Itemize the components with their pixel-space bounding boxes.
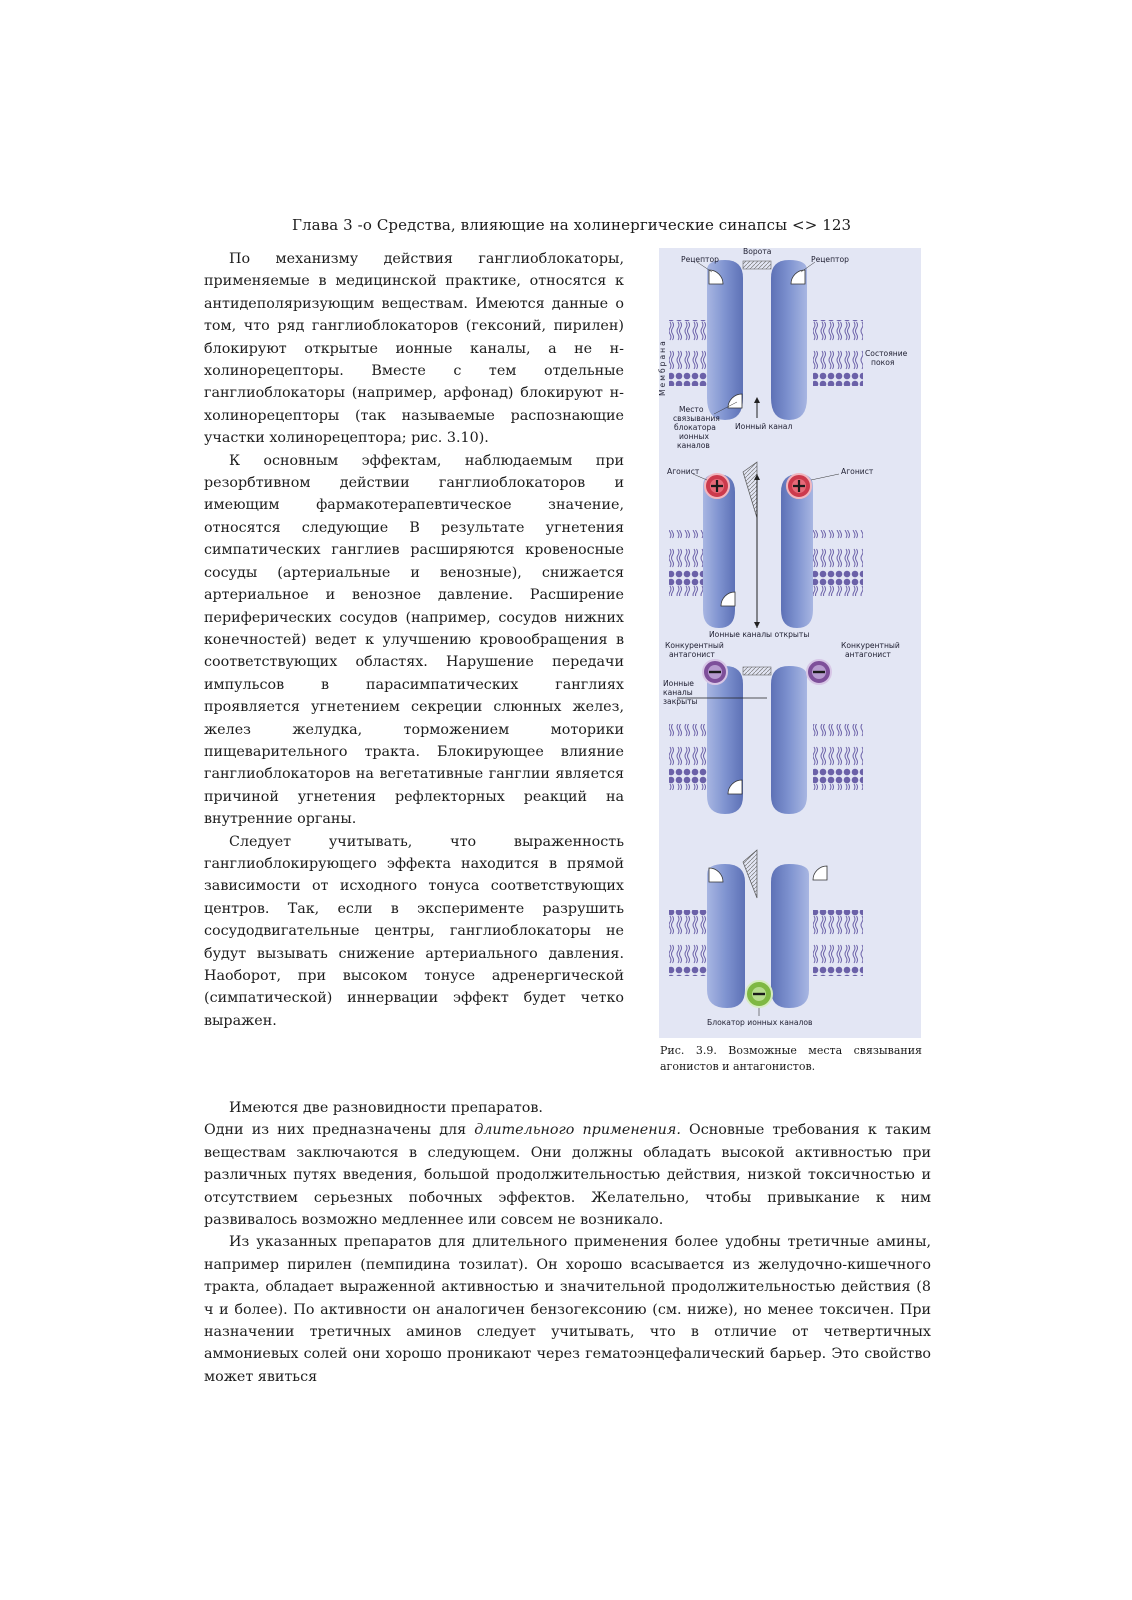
label-closed-1: Ионные <box>663 679 694 688</box>
label-site-5: каналов <box>677 441 710 450</box>
gate-open <box>743 850 757 898</box>
main-text-column <box>204 248 624 1032</box>
membrane-right <box>813 320 863 386</box>
emphasis: длительного применения. <box>474 1122 681 1139</box>
label-rest-2: покоя <box>871 358 895 367</box>
paragraph-intro: Имеются две разновидности препаратов. <box>229 1100 543 1116</box>
antagonist-right-icon <box>807 660 831 684</box>
label-membrane: Мембрана <box>658 339 667 396</box>
membrane-right <box>813 530 863 596</box>
label-blocker: Блокатор ионных каналов <box>707 1018 813 1027</box>
label-agonist-left: Агонист <box>667 467 700 476</box>
paragraph: По механизму действия ганглиоблокаторы, применяемые в медицинской практике, относятся к антидеполяризующим веществам. Имеются данные о том, что ряд ганглиоблокаторов (гексоний, пирилен) блокируют открытые ионные каналы, а не н-холинорецепторы. Вместе с тем отдельные ганглиоблокаторы (например, арфонад) блокируют н-холинорецепторы (так называемые распознающие участки холинорецептора; рис. 3.10). <box>204 251 624 447</box>
label-ion-channel: Ионный канал <box>735 422 793 431</box>
membrane-right <box>813 724 863 790</box>
label-antagonist-left-2: антагонист <box>669 650 715 659</box>
agonist-left-icon <box>705 474 729 498</box>
label-antagonist-left-1: Конкурентный <box>665 641 724 650</box>
text-run: Одни из них предназначены для <box>204 1122 475 1139</box>
gate <box>743 261 771 269</box>
label-site-3: блокатора <box>674 423 716 432</box>
label-closed-3: закрыты <box>663 697 698 706</box>
antagonist-left-icon <box>703 660 727 684</box>
label-agonist-right: Агонист <box>841 467 874 476</box>
label-gate: Ворота <box>743 247 772 256</box>
gate-closed <box>743 667 771 675</box>
gate-open <box>743 462 757 518</box>
label-site-1: Место <box>679 405 704 414</box>
panel-competitive-antagonist <box>663 641 900 814</box>
figure-caption: Рис. 3.9. Возможные места связывания агонистов и антагонистов. <box>660 1044 922 1073</box>
receptor-site-right <box>813 866 827 880</box>
paragraph <box>204 1119 931 1231</box>
figure-3-9 <box>659 248 921 1038</box>
paragraph: Следует учитывать, что выраженность ганглиоблокирующего эффекта находится в прямой зависимости от исходного тонуса соответствующих центров. Так, если в эксперименте разрушить сосудодвигательные центры, ганглиоблокаторы не будут вызывать снижение артериального давления. Наоборот, при высоком тонусе адренергической (симпатической) иннервации эффект будет четко выражен. <box>204 833 624 1029</box>
paragraph: Из указанных препаратов для длительного применения более удобны третичные амины, например пирилен (пемпидина тозилат). Он хорошо всасывается из желудочно-кишечного тракта, обладает выраженной активностью и значительной продолжительностью действия (8 ч и более). По активности он аналогичен бензогексонию (см. ниже), но менее токсичен. При назначении третичных аминов следует учитывать, что в отличие от четвертичных аммониевых солей они хорошо проникают через гематоэнцефалический барьер. Это свойство может явиться <box>204 1234 931 1385</box>
label-antagonist-right-2: антагонист <box>845 650 891 659</box>
label-closed-2: каналы <box>663 688 693 697</box>
label-receptor-right: Рецептор <box>811 255 849 264</box>
panel-rest-state <box>658 247 908 450</box>
label-site-2: связывания <box>673 414 720 423</box>
label-site-4: ионных <box>679 432 710 441</box>
agonist-right-icon <box>787 474 811 498</box>
panel-channel-blocker <box>669 850 863 1027</box>
blocker-icon <box>746 981 772 1007</box>
full-width-text <box>204 1097 931 1388</box>
membrane-right <box>813 910 863 976</box>
text-run: Основные требования к таким веществам заключаются в следующем. Они должны обладать высокой активностью при различных путях введения, большой продолжительностью действия, низкой токсичностью и отсутствием серьезных побочных эффектов. Желательно, чтобы привыкание к ним развивалось возможно медленнее или совсем не возникало. <box>204 1122 931 1229</box>
label-rest-1: Состояние <box>865 349 908 358</box>
label-channels-open: Ионные каналы открыты <box>709 630 810 639</box>
label-antagonist-right-1: Конкурентный <box>841 641 900 650</box>
channel-subunit-right <box>771 864 809 1008</box>
panel-channels-open <box>667 462 874 639</box>
label-receptor-left: Рецептор <box>681 255 719 264</box>
channel-subunit-left <box>707 864 745 1008</box>
paragraph: К основным эффектам, наблюдаемым при резорбтивном действии ганглиоблокаторов и имеющим фармакотерапевтическое значение, относятся следующие В результате угнетения симпатических ганглиев расширяются кровеносные сосуды (артериальные и венозные), снижается артериальное и венозное давление. Расширение периферических сосудов (например, сосудов нижних конечностей) ведет к улучшению кровообращения в соответствующих областях. Нарушение передачи импульсов в парасимпатических ганглиях проявляется угнетением секреции слюнных желез, желез желудка, торможением моторики пищеварительного тракта. Блокирующее влияние ганглиоблокаторов на вегетативные ганглии является причиной угнетения рефлекторных реакций на внутренние органы. <box>204 452 624 828</box>
page-header: Глава 3 -о Средства, влияющие на холинергические синапсы <> 123 <box>292 216 852 234</box>
channel-subunit-right <box>771 666 807 814</box>
